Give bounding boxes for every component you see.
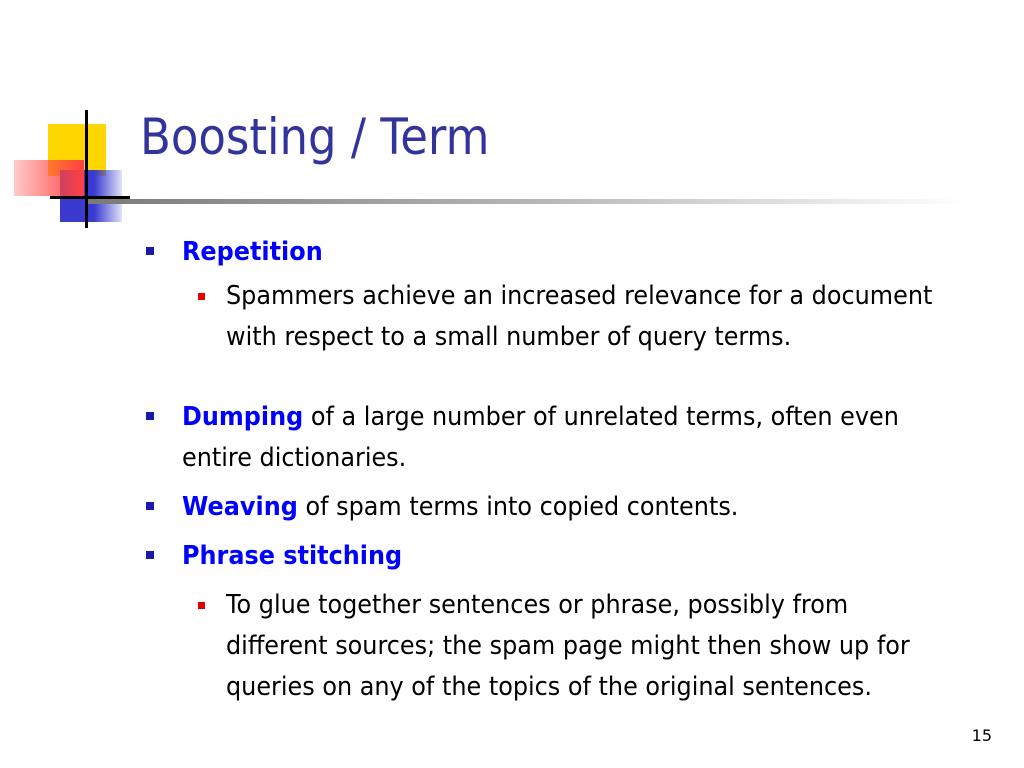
bullet-keyword: Phrase stitching <box>182 541 403 571</box>
square-bullet-icon <box>198 602 205 609</box>
bullet-item-phrase-stitching <box>182 536 972 577</box>
page-number: 15 <box>971 726 992 745</box>
sub-bullet-text: Spammers achieve an increased relevance for a document with respect to a small number of query terms. <box>226 281 933 352</box>
square-bullet-icon <box>146 502 154 510</box>
bullet-item-weaving <box>182 487 972 528</box>
sub-bullet-item-repetition <box>226 276 996 358</box>
slide-title: Boosting / Term <box>140 108 490 166</box>
bullet-text: of a large number of unrelated terms, often even entire dictionaries. <box>182 402 899 473</box>
bullet-item-repetition <box>182 232 972 273</box>
sub-bullet-text: To glue together sentences or phrase, possibly from different sources; the spam page might then show up for queries on any of the topics of the original sentences. <box>226 590 910 702</box>
square-bullet-icon <box>146 247 154 255</box>
square-bullet-icon <box>146 412 154 420</box>
sub-bullet-item-phrase-stitching <box>226 585 996 708</box>
bullet-keyword: Repetition <box>182 237 323 267</box>
square-bullet-icon <box>146 551 154 559</box>
square-bullet-icon <box>198 293 205 300</box>
bullet-text: of spam terms into copied contents. <box>297 492 739 522</box>
bullet-keyword: Weaving <box>182 492 298 522</box>
bullet-item-dumping <box>182 397 972 479</box>
bullet-keyword: Dumping <box>182 402 304 432</box>
